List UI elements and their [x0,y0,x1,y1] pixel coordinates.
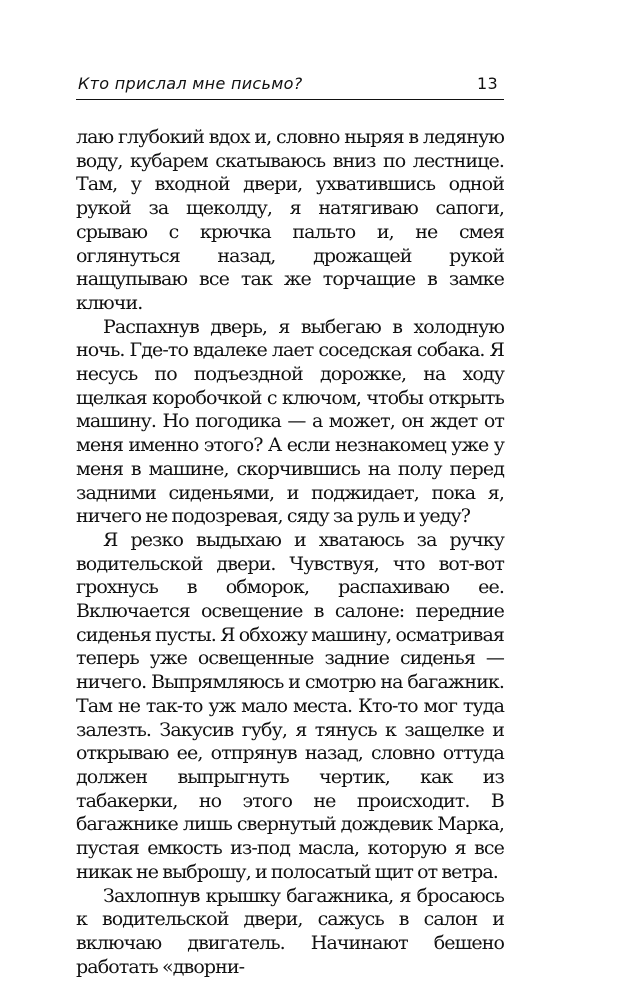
paragraph: Я резко выдыхаю и хватаюсь за ручку водительской двери. Чувствуя, что вот-вот грохнусь в обморок, распахиваю ее. Включается освещение в салоне: передние сиденья пусты. Я обхожу машину, осматривая теперь уже освещенные задние сиденья — ничего. Выпрямляюсь и смотрю на багажник. Там не так-то уж мало места. Кто-то мог туда залезть. Закусив губу, я тянусь к защелке и открываю ее, отпрянув назад, словно оттуда должен выпрыгнуть чертик, как из табакерки, но этого не происходит. В багажнике лишь свернутый дождевик Марка, пустая емкость из-под масла, которую я все никак не выброшу, и полосатый щит от ветра. [76,528,504,883]
body-text [76,126,504,979]
running-head [76,74,504,100]
paragraph: Захлопнув крышку багажника, я бросаюсь к водительской двери, сажусь в салон и включаю двигатель. Начинают бешено работать «дворни- [76,884,504,978]
header-rule [76,99,504,100]
paragraph: Распахнув дверь, я выбегаю в холодную ночь. Где-то вдалеке лает соседская собака. Я несусь по подъездной дорожке, на ходу щелкая коробочкой с ключом, чтобы открыть машину. Но погодика — а может, он ждет от меня именно этого? А если незнакомец уже у меня в машине, скорчившись на полу перед задними сиденьями, и поджидает, пока я, ничего не подозревая, сяду за руль и уеду? [76,315,504,528]
paragraph: лаю глубокий вдох и, словно ныряя в ледяную воду, кубарем скатываюсь вниз по лестнице. Там, у входной двери, ухватившись одной рукой за щеколду, я натягиваю сапоги, срываю с крючка пальто и, не смея оглянуться назад, дрожащей рукой нащупываю все так же торчащие в замке ключи. [76,126,504,314]
page-number: 13 [477,74,498,93]
chapter-title: Кто прислал мне письмо? [78,74,303,93]
